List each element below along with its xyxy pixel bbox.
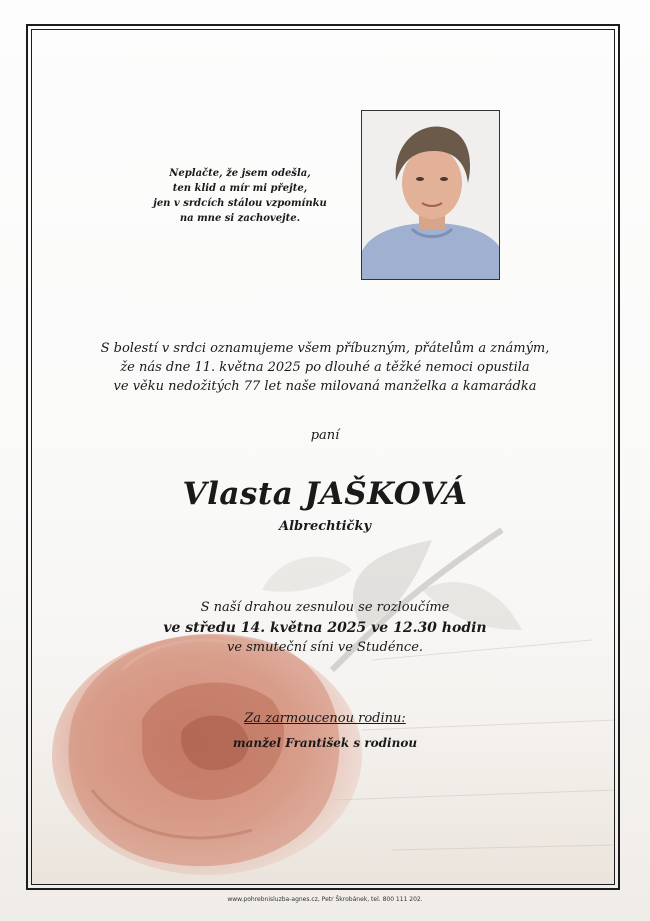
announcement-line: ve věku nedožitých 77 let naše milovaná manželka a kamarádka	[113, 379, 537, 394]
funeral-details	[0, 598, 650, 658]
funeral-line: S naší drahou zesnulou se rozloučíme	[200, 600, 450, 615]
announcement-line: S bolestí v srdci oznamujeme všem příbuzným, přátelům a známým,	[100, 341, 550, 356]
family-members: manžel František s rodinou	[232, 736, 418, 750]
poem-line: jen v srdcích stálou vzpomínku	[153, 198, 327, 209]
inner-frame-border	[31, 29, 615, 885]
funeral-location: ve smuteční síni ve Studénce.	[226, 640, 424, 655]
rose-background-icon	[32, 30, 615, 885]
deceased-portrait	[361, 110, 500, 280]
deceased-nickname: Albrechtičky	[278, 519, 372, 534]
family-heading: Za zarmoucenou rodinu:	[244, 711, 406, 726]
announcement-line: že nás dne 11. května 2025 po dlouhé a těžké nemoci opustila	[120, 360, 530, 375]
poem-line: na mne si zachovejte.	[179, 213, 301, 224]
poem-line: Neplačte, že jsem odešla,	[169, 168, 311, 179]
honorific: paní	[310, 428, 340, 443]
poem-line: ten klid a mír mi přejte,	[172, 183, 308, 194]
funeral-date-time: ve středu 14. května 2025 ve 12.30 hodin	[163, 620, 487, 636]
poem-verse	[140, 166, 340, 226]
announcement-text	[60, 339, 590, 396]
deceased-name: Vlasta JAŠKOVÁ	[182, 476, 468, 512]
rose-flower-icon	[52, 634, 362, 875]
portrait-photo-icon	[362, 111, 500, 280]
footer-contact: www.pohrebnisluzba-agnes.cz, Petr Škrobánek, tel. 800 111 202.	[227, 896, 423, 903]
